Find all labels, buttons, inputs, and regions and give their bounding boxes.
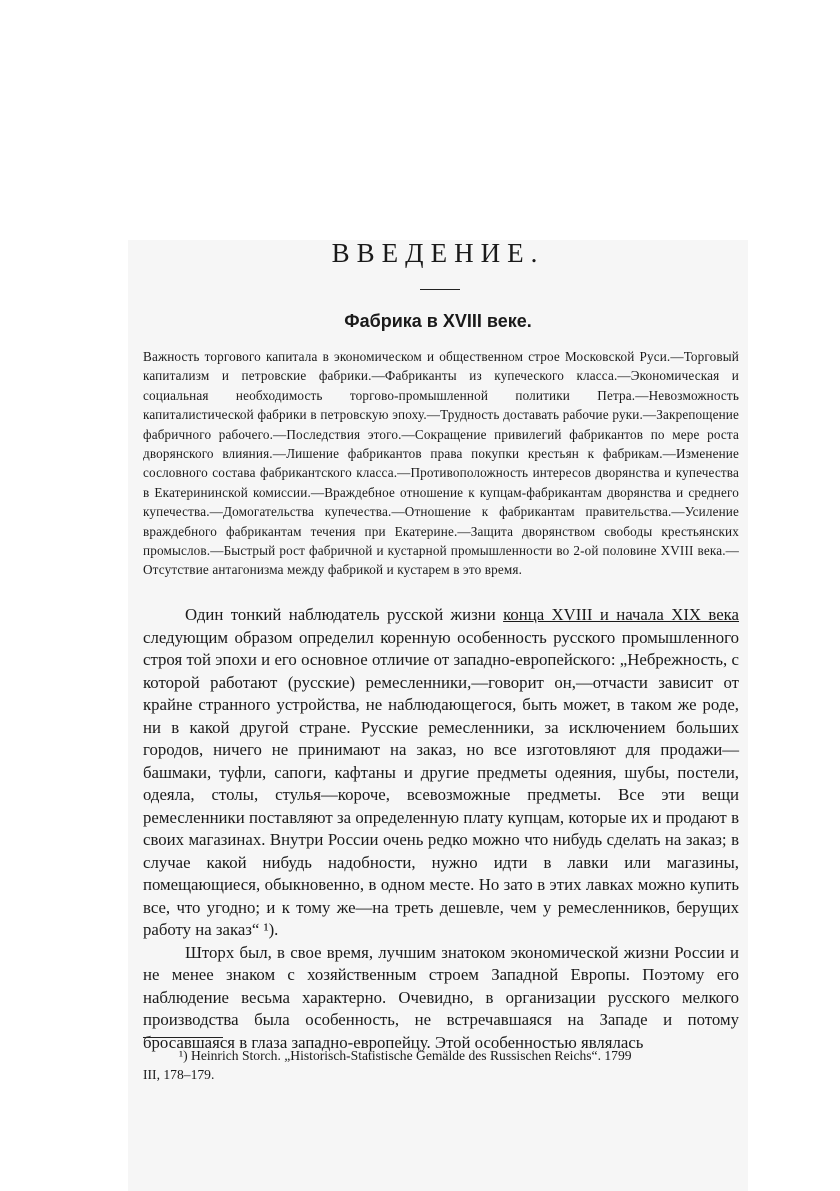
- footnote: [143, 1046, 743, 1084]
- footnote-divider: [143, 1037, 223, 1038]
- chapter-title: ВВЕДЕНИЕ.: [331, 238, 545, 268]
- paragraph-2: Шторх был, в свое время, лучшим знатоком экономической жизни России и не менее знаком с хозяйственным строем Западной Европы. Поэтому его наблюдение весьма характерно. Очевидно, в организации русского мелкого производства была особенность, не встречавшаяся на Западе и потому бросавшаяся в глаза западно-европейцу. Этой особенностью являлась: [143, 942, 739, 1052]
- paragraph-1-start: Один тонкий наблюдатель русской жизни: [185, 605, 504, 624]
- chapter-summary: Важность торгового капитала в экономическом и общественном строе Московской Руси.—Торговый капитализм и петровские фабрики.—Фабриканты из купеческого класса.—Экономическая и социальная необходимость торгово-промышленной политики Петра.—Невозможность капиталистической фабрики в петровскую эпоху.—Трудность доставать рабочие руки.—Закрепощение фабричного рабочего.—Последствия этого.—Сокращение привилегий фабрикантов по мере роста дворянского влияния.—Лишение фабрикантов права покупки крестьян к фабрикам.—Изменение сословного состава фабрикантского класса.—Противоположность интересов дворянства и купечества в Екатерининской комиссии.—Враждебное отношение к купцам-фабрикантам дворянства и среднего купечества.—Домогательства купечества.—Отношение к фабрикантам правительства.—Усиление враждебного фабрикантам течения при Екатерине.—Защита дворянством свободы крестьянских промыслов.—Быстрый рост фабричной и кустарной промышленности во 2-ой половине XVIII века.—Отсутствие антагонизма между фабрикой и кустарем в это время.: [143, 349, 739, 578]
- paragraph-1: [143, 604, 739, 942]
- main-text: [143, 604, 739, 1054]
- footnote-line-1: ¹) Heinrich Storch. „Historisch-Statistische Gemälde des Russischen Reichs“. 1799: [179, 1048, 632, 1063]
- paragraph-1-rest: следующим образом определил коренную особенность русского промышленного строя той эпохи и его основное отличие от западно-европейского: „Небрежность, с которой работают (русские) ремесленники,—говорит он,—отчасти зависит от крайне странного устройства, не наблюдающегося, быть может, в таком же роде, ни в какой другой стране. Русские ремесленники, за исключением больших городов, ничего не принимают на заказ, но все изготовляют для продажи—башмаки, туфли, сапоги, кафтаны и другие предметы одеяния, шубы, постели, одеяла, столы, стулья—короче, всевозможные предметы. Все эти вещи ремесленники поставляют за определенную плату купцам, которые их и продают в своих магазинах. Внутри России очень редко можно что нибудь сделать на заказ; в случае какой нибудь надобности, нужно идти в лавки или магазины, помещающиеся, обыкновенно, в одном месте. Но зато в этих лавках можно купить все, что угодно; и к тому же—на треть дешевле, чем у ремесленников, берущих работу на заказ“ ¹).: [143, 627, 739, 939]
- section-title: Фабрика в XVIII веке.: [344, 311, 532, 331]
- footnote-line-2: III, 178–179.: [143, 1067, 215, 1082]
- underlined-phrase: конца XVIII и начала XIX века: [503, 605, 740, 624]
- title-divider: [420, 289, 460, 290]
